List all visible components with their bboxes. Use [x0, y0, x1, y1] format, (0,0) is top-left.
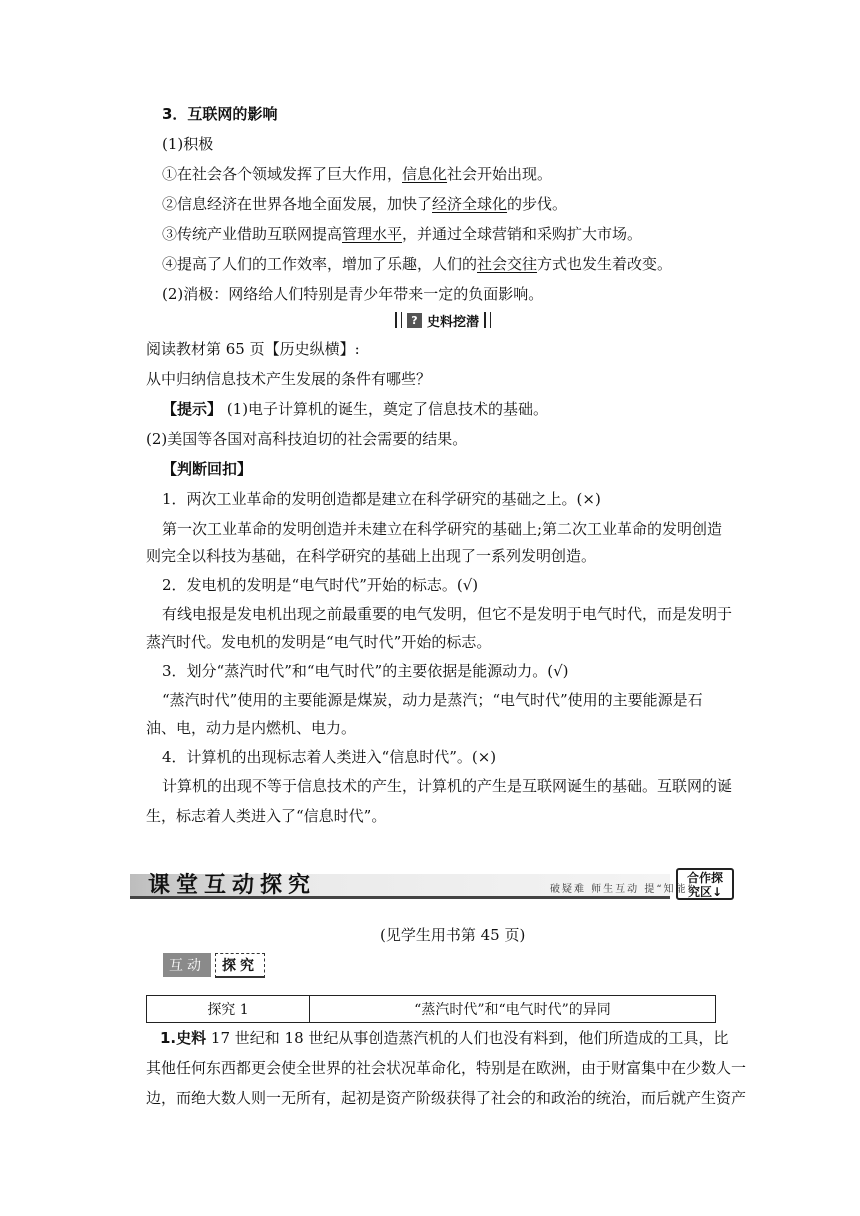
judge-a3-line2: 油、电，动力是内燃机、电力。: [146, 719, 357, 737]
banner-slogan: 破疑难 师生互动 提“知能”: [550, 884, 695, 895]
judge-a2-line1: 有线电报是发电机出现之前最重要的电气发明，但它不是发明于电气时代，而是发明于: [162, 605, 733, 623]
explore-number: 探究 1: [147, 996, 310, 1023]
positive-point-2: ②信息经济在世界各地全面发展，加快了经济全球化的步伐。: [162, 195, 568, 213]
section3-heading: 3．互联网的影响: [162, 105, 278, 123]
judge-heading: 【判断回扣】: [162, 460, 253, 478]
negative-point: (2)消极：网络给人们特别是青少年带来一定的负面影响。: [162, 285, 544, 303]
material-label: 1.史料: [160, 1029, 207, 1047]
mark-title: 史料挖潜: [427, 314, 480, 330]
double-bar-icon: [395, 312, 402, 328]
judge-a4-line2: 生，标志着人类进入了“信息时代”。: [146, 807, 387, 825]
double-bar-icon: [484, 312, 491, 328]
banner-title: 课堂互动探究: [148, 872, 317, 898]
banner-tag-line2: 究区↓: [687, 885, 723, 899]
question-icon: ?: [407, 313, 422, 328]
subheading-part-b: 探究: [215, 953, 265, 978]
material-line-2: 其他任何东西都更会使全世界的社会状况革命化，特别是在欧洲，由于财富集中在少数人一: [146, 1059, 747, 1077]
judge-q4: 4．计算机的出现标志着人类进入“信息时代”。(×): [162, 748, 497, 766]
explore-table: [146, 995, 716, 1023]
banner-tag-line1: 合作探: [686, 871, 723, 885]
section-banner: [130, 868, 740, 900]
positive-label: (1)积极: [162, 135, 214, 153]
banner-tag: [676, 868, 734, 900]
see-book-reference: (见学生用书第 45 页): [380, 926, 526, 944]
judge-q2: 2．发电机的发明是“电气时代”开始的标志。(√): [162, 576, 479, 594]
hint-line-1: 【提示】 (1)电子计算机的诞生，奠定了信息技术的基础。: [162, 400, 549, 418]
table-row: [147, 996, 716, 1023]
material-line-3: 边，而绝大数人则一无所有，起初是资产阶级获得了社会的和政治的统治，而后就产生资产: [146, 1089, 747, 1107]
interactive-explore-heading: [163, 953, 265, 977]
hint-line-2: (2)美国等各国对高科技迫切的社会需要的结果。: [146, 430, 468, 448]
judge-q1: 1．两次工业革命的发明创造都是建立在科学研究的基础之上。(×): [162, 490, 601, 508]
reading-intro: 阅读教材第 65 页【历史纵横】:: [146, 340, 360, 358]
explore-topic: “蒸汽时代”和“电气时代”的异同: [310, 996, 716, 1023]
judge-a4-line1: 计算机的出现不等于信息技术的产生，计算机的产生是互联网诞生的基础。互联网的诞: [162, 777, 733, 795]
judge-q3: 3．划分“蒸汽时代”和“电气时代”的主要依据是能源动力。(√): [162, 662, 569, 680]
subheading-part-a: 互动: [163, 953, 211, 977]
positive-point-3: ③传统产业借助互联网提高管理水平，并通过全球营销和采购扩大市场。: [162, 225, 643, 243]
judge-a1-line2: 则完全以科技为基础，在科学研究的基础上出现了一系列发明创造。: [146, 547, 597, 565]
historical-material-mark: [395, 310, 491, 330]
judge-a2-line2: 蒸汽时代。发电机的发明是“电气时代”开始的标志。: [146, 633, 492, 651]
hint-label: 【提示】: [162, 400, 223, 418]
reading-question: 从中归纳信息技术产生发展的条件有哪些？: [146, 370, 432, 388]
positive-point-1: ①在社会各个领域发挥了巨大作用，信息化社会开始出现。: [162, 165, 553, 183]
judge-a3-line1: “蒸汽时代”使用的主要能源是煤炭，动力是蒸汽；“电气时代”使用的主要能源是石: [162, 691, 703, 709]
positive-point-4: ④提高了人们的工作效率，增加了乐趣，人们的社会交往方式也发生着改变。: [162, 255, 673, 273]
judge-a1-line1: 第一次工业革命的发明创造并未建立在科学研究的基础上;第二次工业革命的发明创造: [162, 520, 723, 538]
material-line-1: 1.史料 17 世纪和 18 世纪从事创造蒸汽机的人们也没有料到，他们所造成的工具，比: [160, 1029, 729, 1047]
